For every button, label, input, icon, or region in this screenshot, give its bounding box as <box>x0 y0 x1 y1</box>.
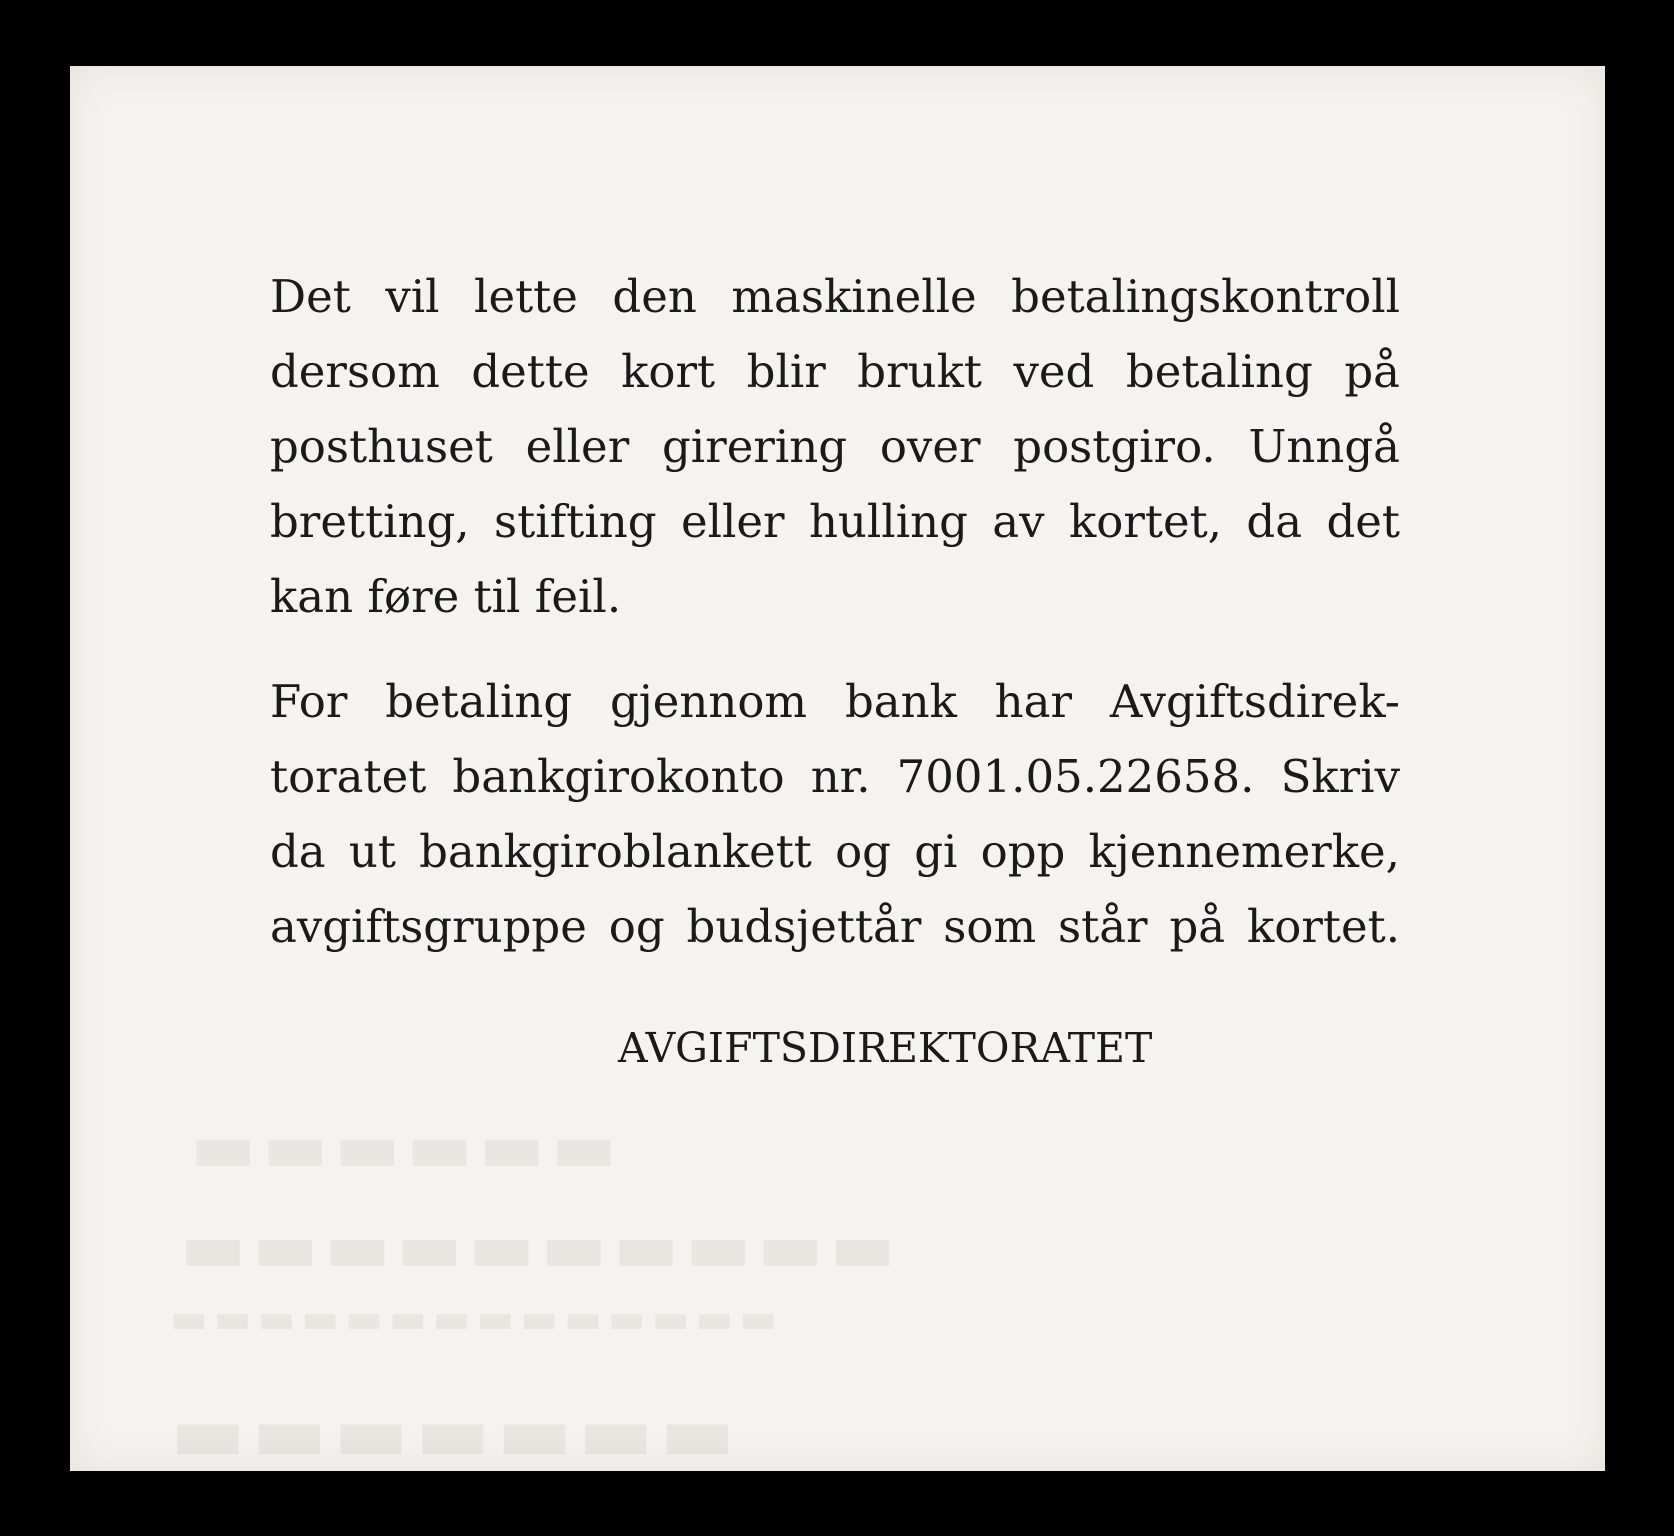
paragraph-line: posthuset eller girering over postgiro. Unngå <box>270 420 1400 473</box>
paragraph-line: Det vil lette den maskinelle betalingskontroll <box>270 270 1400 323</box>
paragraph-line: avgiftsgruppe og budsjettår som står på kortet. <box>270 900 1400 953</box>
instructions-paragraph <box>270 259 1400 634</box>
reverse-bleed-mark: ▬▬▬▬▬▬▬ <box>170 1386 742 1479</box>
paragraph-line: kan føre til feil. <box>270 570 622 623</box>
reverse-bleed-mark: ▬▬▬▬▬▬ <box>190 1106 623 1188</box>
bank-payment-paragraph <box>270 664 1400 964</box>
issuer-signature: AVGIFTSDIREKTORATET <box>618 1024 1153 1072</box>
paper-card <box>70 66 1605 1479</box>
paragraph-line: bretting, stifting eller hulling av kortet, da det <box>270 495 1400 548</box>
paragraph-line: da ut bankgiroblankett og gi opp kjennemerke, <box>270 825 1400 878</box>
paragraph-line: toratet bankgirokonto nr. 7001.05.22658. Skriv <box>270 750 1400 803</box>
paragraph-line: dersom dette kort blir brukt ved betaling på <box>270 345 1400 398</box>
reverse-bleed-mark: ▬▬▬▬▬▬▬▬▬▬ <box>180 1206 902 1288</box>
paragraph-line: For betaling gjennom bank har Avgiftsdirek- <box>270 675 1400 728</box>
reverse-bleed-mark: ▬▬▬▬▬▬▬▬▬▬▬▬▬▬ <box>170 1296 784 1342</box>
